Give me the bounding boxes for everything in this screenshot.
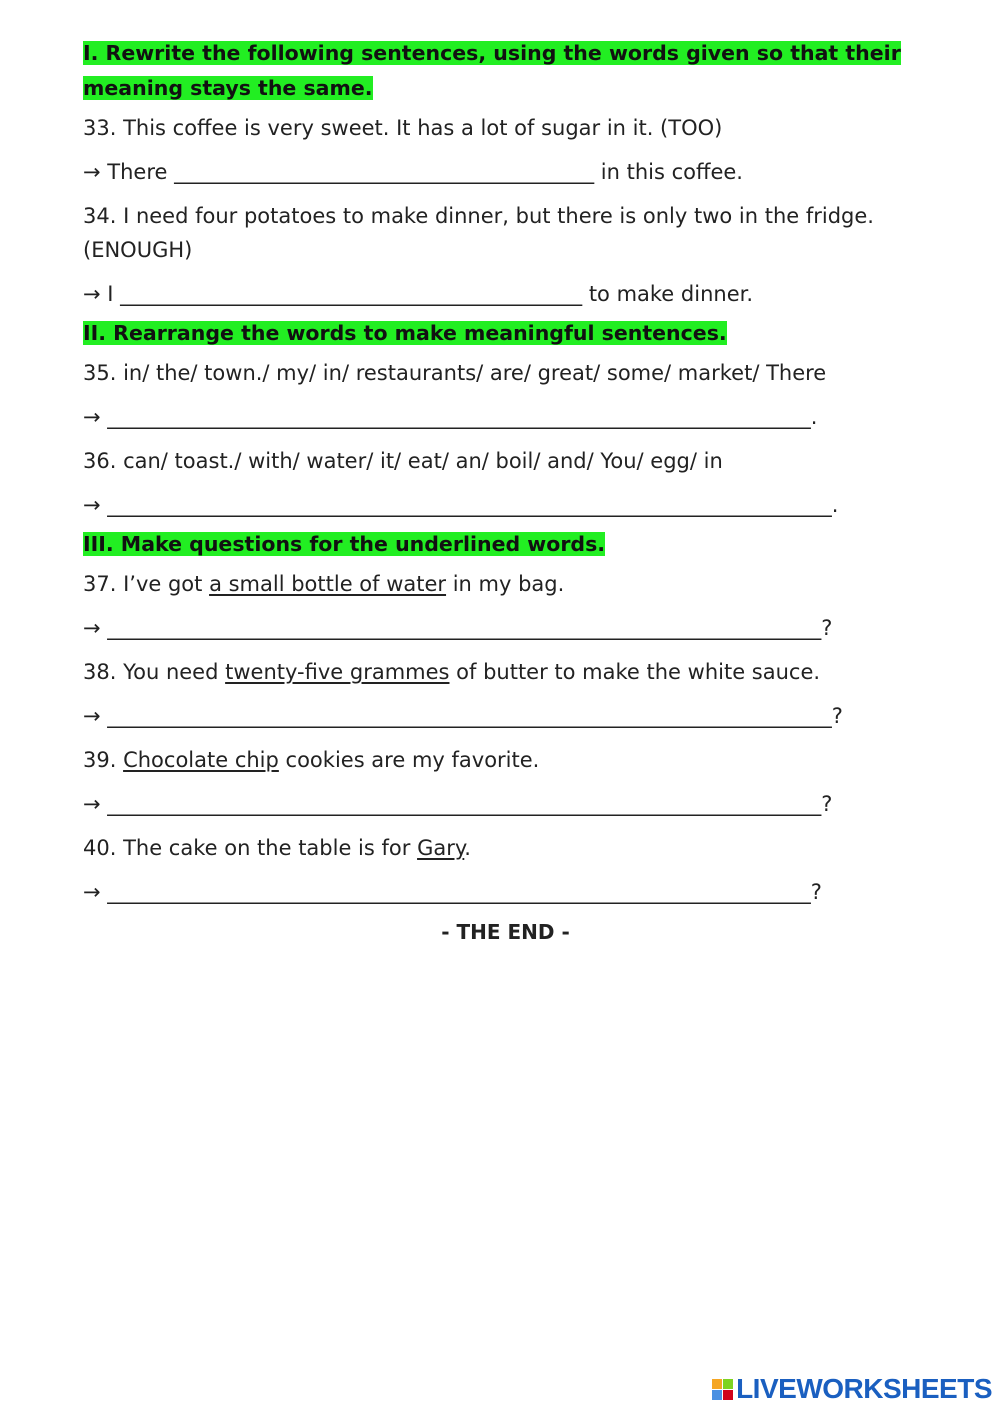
q34-answer-blank[interactable]: ____________________________________________ xyxy=(120,282,583,306)
q34-prompt: 34. I need four potatoes to make dinner, but there is only two in the fridge. (ENOUGH) xyxy=(83,204,874,262)
q36-answer-line[interactable]: → _____________________________________________________________________. xyxy=(83,493,839,517)
q33-answer-blank[interactable]: ________________________________________ xyxy=(174,160,595,184)
q39-after: cookies are my favorite. xyxy=(278,748,540,772)
section-1-heading-line1: I. Rewrite the following sentences, using the words given so that their xyxy=(83,41,901,65)
q40-answer-line[interactable]: → ___________________________________________________________________? xyxy=(83,880,822,904)
q40-before: 40. The cake on the table is for xyxy=(83,836,418,860)
logo-square-1 xyxy=(712,1379,722,1389)
q38-underlined: twenty-five grammes xyxy=(225,660,450,684)
logo-square-2 xyxy=(723,1379,733,1389)
q33-answer-prefix: → There xyxy=(83,160,175,184)
worksheet-page xyxy=(83,36,943,944)
section-3-heading: III. Make questions for the underlined words. xyxy=(83,532,606,556)
q40-prompt xyxy=(83,826,943,870)
q35-answer-line[interactable]: → ___________________________________________________________________. xyxy=(83,405,818,429)
q37-underlined: a small bottle of water xyxy=(209,572,447,596)
q38-answer-line[interactable]: → _____________________________________________________________________? xyxy=(83,704,843,728)
q35-prompt: 35. in/ the/ town./ my/ in/ restaurants/ are/ great/ some/ market/ There xyxy=(83,361,827,385)
q37-before: 37. I’ve got xyxy=(83,572,210,596)
q34-answer-line xyxy=(83,272,943,316)
q33-answer-line xyxy=(83,150,943,194)
section-1-heading-line2: meaning stays the same. xyxy=(83,76,373,100)
q38-before: 38. You need xyxy=(83,660,226,684)
q38-after: of butter to make the white sauce. xyxy=(449,660,821,684)
end-marker: - THE END - xyxy=(441,920,570,944)
q36-prompt: 36. can/ toast./ with/ water/ it/ eat/ an/ boil/ and/ You/ egg/ in xyxy=(83,449,723,473)
q34-answer-suffix: to make dinner. xyxy=(582,282,753,306)
logo-square-4 xyxy=(723,1390,733,1400)
q33-prompt: 33. This coffee is very sweet. It has a lot of sugar in it. (TOO) xyxy=(83,116,723,140)
section-2-heading: II. Rearrange the words to make meaningful sentences. xyxy=(83,321,727,345)
logo-square-3 xyxy=(712,1390,722,1400)
q37-prompt xyxy=(83,562,943,606)
liveworksheets-watermark xyxy=(712,1373,992,1405)
section-3-heading-wrap xyxy=(83,527,943,562)
section-2-heading-wrap xyxy=(83,316,943,351)
liveworksheets-wordmark: LIVEWORKSHEETS xyxy=(736,1373,992,1404)
q40-after: . xyxy=(464,836,471,860)
q40-underlined: Gary xyxy=(417,836,465,860)
q34-answer-prefix: → I xyxy=(83,282,121,306)
q39-answer-line[interactable]: → ____________________________________________________________________? xyxy=(83,792,833,816)
liveworksheets-logo-icon xyxy=(712,1379,733,1400)
q37-after: in my bag. xyxy=(446,572,565,596)
q37-answer-line[interactable]: → ____________________________________________________________________? xyxy=(83,616,833,640)
q38-prompt xyxy=(83,650,943,694)
q33-answer-suffix: in this coffee. xyxy=(594,160,743,184)
q39-prompt xyxy=(83,738,943,782)
section-1-heading xyxy=(83,36,943,106)
q39-underlined: Chocolate chip xyxy=(123,748,279,772)
q39-before: 39. xyxy=(83,748,124,772)
